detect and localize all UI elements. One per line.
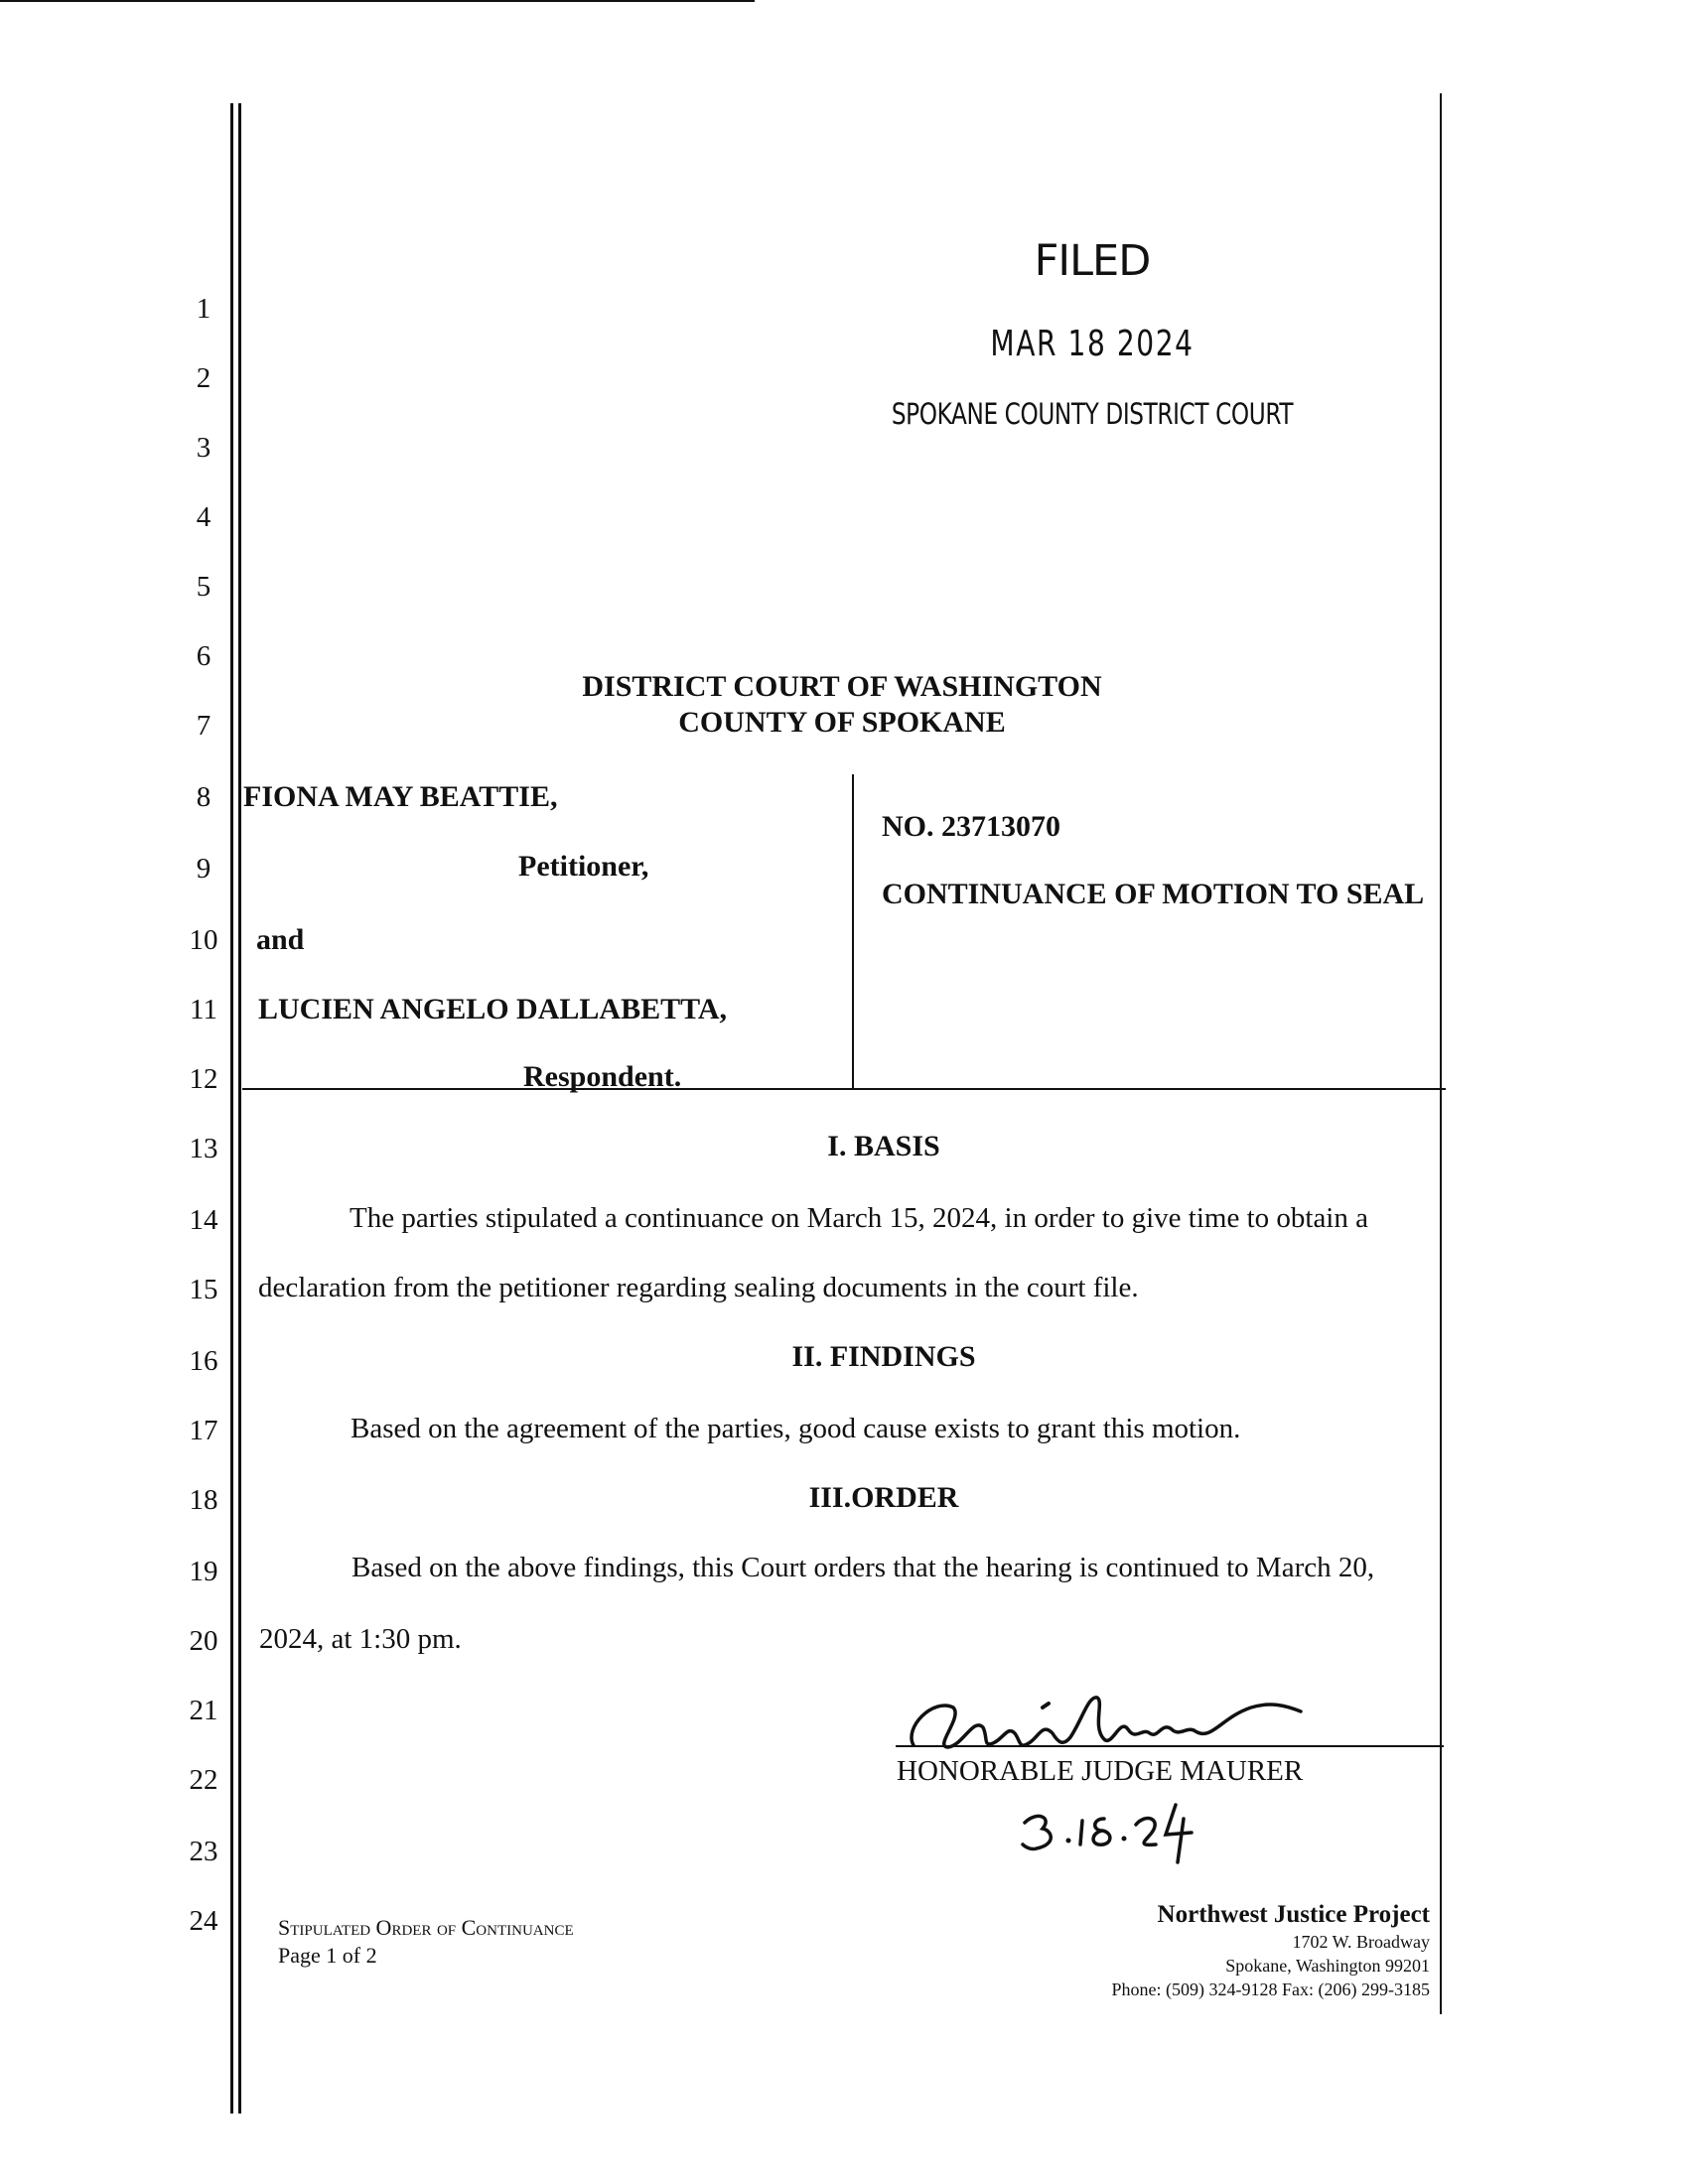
caption-and: and (256, 923, 305, 956)
findings-text: Based on the agreement of the parties, good cause exists to grant this motion. (351, 1413, 1241, 1444)
caption-divider (852, 774, 854, 1090)
signature-line (896, 1745, 1444, 1747)
order-text-line1: Based on the above findings, this Court orders that the hearing is continued to March 20, (352, 1552, 1375, 1583)
line-number: 14 (189, 1204, 218, 1236)
line-number: 5 (196, 571, 211, 603)
judge-signature (894, 1668, 1311, 1767)
basis-text-line1: The parties stipulated a continuance on March 15, 2024, in order to give time to obtain a (350, 1202, 1368, 1234)
respondent-name: LUCIEN ANGELO DALLABETTA, (258, 993, 728, 1025)
line-number: 22 (189, 1764, 218, 1796)
top-scan-edge (0, 0, 755, 2)
line-number: 23 (189, 1836, 218, 1867)
line-number: 6 (196, 640, 211, 672)
line-number: 1 (196, 293, 211, 325)
footer-phone-fax: Phone: (509) 324-9128 Fax: (206) 299-3185 (1111, 1979, 1430, 1999)
findings-heading: II. FINDINGS (791, 1340, 976, 1373)
footer-address-line2: Spokane, Washington 99201 (1225, 1956, 1430, 1976)
petitioner-name: FIONA MAY BEATTIE, (243, 780, 558, 813)
left-margin-rule-outer (230, 103, 233, 2114)
order-text-line2: 2024, at 1:30 pm. (259, 1623, 462, 1655)
line-number: 21 (189, 1695, 218, 1726)
line-number: 10 (189, 924, 218, 956)
footer-firm-info (993, 1900, 1430, 2001)
stamp-date: MAR 18 2024 (990, 324, 1195, 364)
line-number: 13 (189, 1133, 218, 1164)
right-margin-rule (1440, 93, 1442, 2014)
line-number: 15 (189, 1274, 218, 1305)
petitioner-role: Petitioner, (518, 850, 649, 883)
order-heading: III.ORDER (808, 1481, 959, 1514)
line-number: 9 (196, 853, 211, 885)
case-number: NO. 23713070 (882, 810, 1060, 843)
footer-page-number: Page 1 of 2 (278, 1943, 377, 1968)
line-number: 8 (196, 781, 211, 813)
line-number: 4 (196, 501, 211, 533)
basis-text-line2: declaration from the petitioner regarding sealing documents in the court file. (258, 1272, 1139, 1303)
footer-address-line1: 1702 W. Broadway (1292, 1932, 1430, 1952)
footer-firm-name: Northwest Justice Project (1157, 1901, 1430, 1928)
handwritten-signed-date (1017, 1799, 1215, 1868)
document-title: CONTINUANCE OF MOTION TO SEAL (882, 878, 1425, 910)
line-number: 3 (196, 432, 211, 464)
basis-heading: I. BASIS (827, 1130, 940, 1162)
line-number: 19 (189, 1556, 218, 1587)
footer-document-name: Stipulated Order of Continuance (278, 1915, 574, 1940)
line-number: 20 (189, 1625, 218, 1657)
court-heading-line1: DISTRICT COURT OF WASHINGTON (582, 670, 1102, 703)
line-number: 7 (196, 710, 211, 742)
caption-bottom-rule (242, 1088, 1446, 1090)
line-number: 12 (189, 1063, 218, 1095)
court-heading-line2: COUNTY OF SPOKANE (678, 706, 1006, 739)
line-number: 17 (189, 1415, 218, 1446)
line-number: 18 (189, 1484, 218, 1516)
stamp-filed-label: FILED (1034, 236, 1151, 286)
footer-document-info (278, 1914, 574, 1970)
line-number: 11 (190, 994, 217, 1025)
line-number: 24 (189, 1905, 218, 1937)
judge-name: HONORABLE JUDGE MAURER (897, 1755, 1304, 1787)
left-margin-rule-inner (238, 103, 241, 2114)
respondent-role: Respondent. (523, 1060, 682, 1093)
line-number: 2 (196, 362, 211, 394)
line-number: 16 (189, 1345, 218, 1377)
stamp-court-name: SPOKANE COUNTY DISTRICT COURT (891, 397, 1294, 431)
